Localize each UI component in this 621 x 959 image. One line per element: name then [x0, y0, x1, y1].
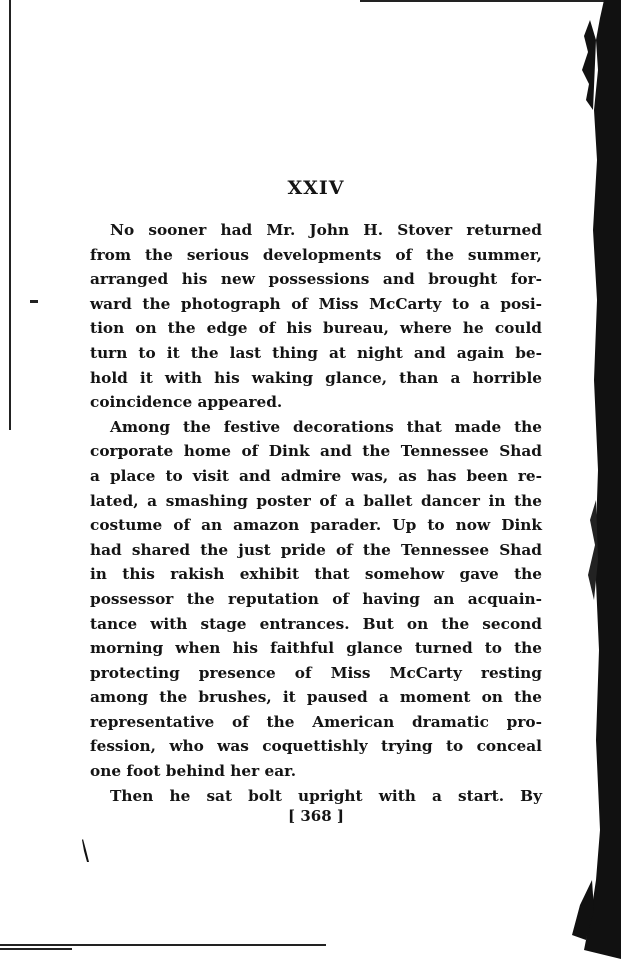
text-line: morning when his faithful glance turned to the — [90, 639, 542, 658]
text-line: tion on the edge of his bureau, where he could — [90, 319, 542, 338]
body-text — [90, 218, 542, 808]
margin-ink-mark — [80, 838, 92, 864]
text-line: among the brushes, it paused a moment on the — [90, 688, 542, 707]
text-line: a place to visit and admire was, as has been re- — [90, 466, 542, 485]
text-line: hold it with his waking glance, than a horrible — [90, 368, 542, 387]
text-line: coincidence appeared. — [90, 393, 283, 412]
text-line: ward the photograph of Miss McCarty to a posi- — [90, 294, 542, 313]
text-line: No sooner had Mr. John H. Stover returned — [110, 221, 542, 239]
margin-speck — [30, 300, 38, 303]
text-line: representative of the American dramatic pro- — [90, 712, 542, 731]
text-line: in this rakish exhibit that somehow gave the — [90, 565, 542, 584]
text-line: turn to it the last thing at night and again be- — [90, 343, 542, 362]
text-line: arranged his new possessions and brought for- — [90, 270, 542, 289]
text-line: Among the festive decorations that made the — [110, 417, 542, 436]
text-line: Then he sat bolt upright with a start. By — [110, 786, 542, 805]
text-line: costume of an amazon parader. Up to now Dink — [90, 516, 542, 535]
text-line: lated, a smashing poster of a ballet dancer in the — [90, 491, 542, 510]
page-number: [ 368 ] — [288, 807, 344, 825]
text-line: possessor the reputation of having an acquain- — [90, 589, 542, 608]
text-line: from the serious developments of the summer, — [90, 245, 542, 264]
text-line: had shared the just pride of the Tennessee Shad — [90, 540, 542, 559]
chapter-heading: XXIV — [287, 177, 345, 199]
text-line: protecting presence of Miss McCarty resting — [90, 663, 542, 682]
text-line: fession, who was coquettishly trying to conceal — [90, 737, 542, 756]
text-line: one foot behind her ear. — [90, 762, 297, 781]
text-line: tance with stage entrances. But on the second — [90, 614, 542, 633]
text-line: corporate home of Dink and the Tennessee Shad — [90, 442, 542, 461]
